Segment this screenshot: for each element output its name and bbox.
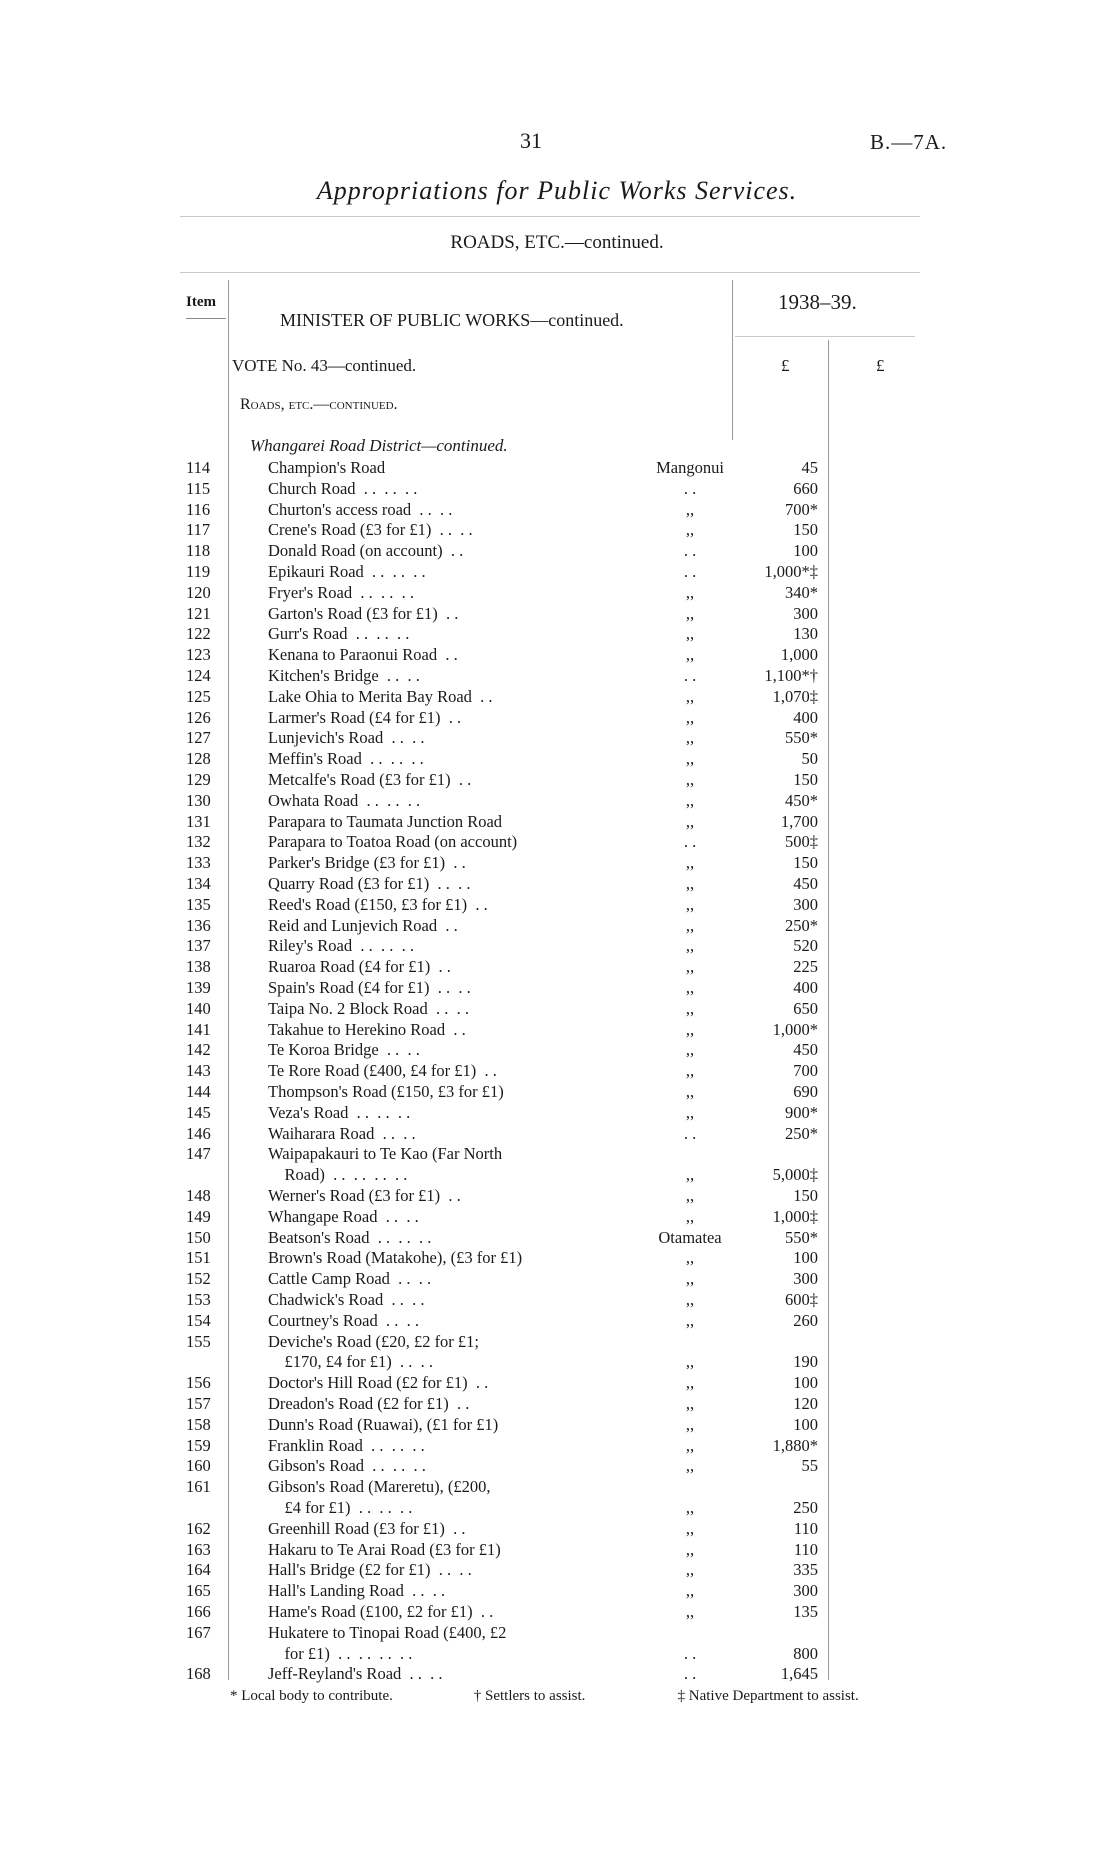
county-name: . .	[683, 1123, 697, 1143]
county-name: ,,	[685, 686, 695, 706]
county-name: ,,	[685, 603, 695, 623]
road-name: Gibson's Road (Mareretu), (£200,	[268, 1477, 491, 1497]
county-name: . .	[683, 832, 697, 852]
county-name: ,,	[685, 1518, 695, 1538]
road-name: Thompson's Road (£150, £3 for £1)	[268, 1082, 504, 1101]
county-name: ,,	[685, 770, 695, 789]
item-number: 141	[186, 1019, 211, 1039]
road-name: Donald Road (on account) . .	[268, 541, 464, 561]
item-number: 164	[186, 1560, 211, 1580]
road-name: Hakaru to Te Arai Road (£3 for £1)	[268, 1539, 501, 1559]
road-name: Hall's Bridge (£2 for £1) . . . .	[268, 1560, 472, 1580]
county-name: ,,	[685, 1373, 695, 1393]
amount-value: 225	[793, 957, 818, 977]
amount-value: 100	[793, 1414, 818, 1434]
amount-value: 250	[793, 1498, 818, 1517]
minister-heading: MINISTER OF PUBLIC WORKS—continued.	[280, 310, 624, 330]
item-header-dash	[186, 318, 226, 319]
amount-value: 1,700	[780, 811, 818, 831]
county-name: ,,	[685, 790, 695, 810]
column-divider-left	[228, 280, 229, 1680]
road-name: Parapara to Toatoa Road (on account)	[268, 832, 518, 852]
item-number: 123	[186, 645, 211, 665]
road-name: for £1) . . . . . . . .	[268, 1643, 413, 1663]
county-name: ,,	[685, 1456, 695, 1476]
item-number: 121	[186, 603, 211, 623]
page-title: Appropriations for Public Works Services.	[316, 176, 798, 205]
item-column-header: Item	[186, 294, 216, 310]
item-number: 129	[186, 770, 211, 789]
road-name: Larmer's Road (£4 for £1) . .	[268, 707, 462, 727]
section-title: ROADS, ETC.—continued.	[450, 232, 664, 253]
amount-value: 1,645	[780, 1664, 818, 1684]
item-number: 140	[186, 998, 211, 1018]
county-name: ,,	[685, 1560, 695, 1580]
item-number: 159	[186, 1435, 211, 1455]
section-rule	[180, 272, 920, 273]
amount-value: 5,000‡	[772, 1165, 818, 1185]
road-name: Whangape Road . . . .	[268, 1206, 419, 1226]
road-name: Metcalfe's Road (£3 for £1) . .	[268, 770, 472, 789]
amount-value: 660	[793, 478, 818, 498]
item-number: 122	[186, 624, 211, 644]
road-name: Hall's Landing Road . . . .	[268, 1581, 446, 1601]
county-name: ,,	[685, 1248, 695, 1268]
item-number: 131	[186, 811, 211, 831]
county-name: ,,	[685, 915, 695, 935]
county-name: . .	[683, 478, 697, 498]
county-name: ,,	[685, 1435, 695, 1455]
county-name: ,,	[685, 1310, 695, 1330]
county-name: ,,	[685, 624, 695, 644]
amount-value: 335	[793, 1560, 818, 1580]
county-name: ,,	[685, 1082, 695, 1101]
amount-value: 400	[793, 978, 818, 997]
amount-value: 1,000‡	[772, 1206, 818, 1226]
road-name: Waipapakauri to Te Kao (Far North	[268, 1144, 503, 1164]
amount-value: 450*	[785, 790, 818, 810]
amount-value: 300	[793, 1269, 818, 1289]
item-number: 116	[186, 499, 211, 519]
amount-value: 150	[793, 853, 818, 873]
item-number: 157	[186, 1394, 211, 1413]
road-name: Parker's Bridge (£3 for £1) . .	[268, 853, 466, 873]
road-name: Deviche's Road (£20, £2 for £1;	[268, 1331, 480, 1351]
item-number: 151	[186, 1248, 211, 1268]
item-number: 148	[186, 1186, 211, 1205]
county-name: ,,	[685, 1581, 695, 1601]
item-number: 147	[186, 1144, 211, 1164]
amount-value: 1,000	[780, 645, 818, 665]
road-name: £4 for £1) . . . . . .	[268, 1498, 413, 1517]
amount-value: 100	[793, 541, 818, 561]
column-divider-amount	[828, 340, 829, 1680]
road-name: Doctor's Hill Road (£2 for £1) . .	[268, 1373, 489, 1393]
road-name: Gibson's Road . . . . . .	[268, 1456, 426, 1476]
road-name: Lake Ohia to Merita Bay Road . .	[268, 686, 493, 706]
county-name: ,,	[685, 978, 695, 997]
road-name: Epikauri Road . . . . . .	[268, 562, 426, 581]
amount-value: 340*	[785, 582, 818, 602]
road-name: Werner's Road (£3 for £1) . .	[268, 1186, 461, 1205]
column-divider-year	[732, 280, 733, 440]
amount-value: 100	[793, 1373, 818, 1393]
road-name: Dreadon's Road (£2 for £1) . .	[268, 1394, 470, 1413]
amount-value: 550*	[785, 728, 818, 748]
county-name: ,,	[685, 645, 695, 665]
road-name: Greenhill Road (£3 for £1) . .	[268, 1518, 466, 1538]
page-number: 31	[520, 128, 542, 153]
amount-value: 300	[793, 1581, 818, 1601]
road-name: Kitchen's Bridge . . . .	[268, 666, 420, 685]
road-name: Road) . . . . . . . .	[268, 1165, 408, 1185]
amount-value: 300	[793, 603, 818, 623]
road-name: Reed's Road (£150, £3 for £1) . .	[268, 894, 488, 914]
road-name: Beatson's Road . . . . . .	[268, 1227, 432, 1247]
item-number: 124	[186, 666, 211, 685]
road-name: Courtney's Road . . . .	[268, 1310, 420, 1330]
county-name: ,,	[685, 1414, 695, 1434]
item-number: 138	[186, 957, 211, 977]
item-number: 162	[186, 1518, 211, 1538]
item-number: 128	[186, 749, 211, 769]
amount-value: 1,100*†	[764, 666, 818, 685]
item-number: 137	[186, 936, 211, 956]
item-number: 119	[186, 562, 211, 581]
county-name: ,,	[685, 1040, 695, 1060]
amount-value: 50	[801, 749, 818, 769]
county-name: ,,	[685, 1165, 695, 1185]
item-number: 155	[186, 1331, 211, 1351]
item-number: 143	[186, 1061, 211, 1081]
item-number: 142	[186, 1040, 211, 1060]
county-name: ,,	[685, 499, 695, 519]
amount-value: 260	[793, 1310, 818, 1330]
road-name: Jeff-Reyland's Road . . . .	[268, 1664, 443, 1684]
road-name: Kenana to Paraonui Road . .	[268, 645, 458, 665]
amount-value: 45	[801, 458, 818, 477]
amount-value: 800	[793, 1643, 818, 1663]
page-reference: B.—7A.	[870, 130, 948, 154]
road-name: Dunn's Road (Ruawai), (£1 for £1)	[268, 1414, 499, 1434]
road-name: Riley's Road . . . . . .	[268, 936, 414, 956]
title-rule	[180, 216, 920, 217]
county-name: ,,	[685, 749, 695, 769]
road-name: £170, £4 for £1) . . . .	[268, 1352, 433, 1372]
item-number: 135	[186, 894, 211, 914]
road-name: Hame's Road (£100, £2 for £1) . .	[268, 1602, 494, 1621]
county-name: ,,	[685, 1539, 695, 1559]
amount-value: 450	[793, 1040, 818, 1060]
county-name: ,,	[685, 1290, 695, 1309]
county-name: ,,	[685, 1602, 695, 1621]
amount-value: 700	[793, 1061, 818, 1081]
county-name: . .	[683, 666, 697, 685]
amount-value: 110	[793, 1518, 818, 1538]
road-name: Brown's Road (Matakohe), (£3 for £1)	[268, 1248, 523, 1268]
amount-value: 190	[793, 1352, 818, 1372]
county-name: ,,	[685, 1102, 695, 1122]
footnotes	[230, 1688, 930, 1705]
item-number: 149	[186, 1206, 211, 1226]
county-name: ,,	[685, 1206, 695, 1226]
item-number: 168	[186, 1664, 211, 1684]
county-name: ,,	[685, 1269, 695, 1289]
item-number: 118	[186, 541, 211, 561]
item-number: 115	[186, 478, 211, 498]
road-name: Taipa No. 2 Block Road . . . .	[268, 998, 469, 1018]
road-name: Meffin's Road . . . . . .	[268, 749, 424, 769]
road-name: Parapara to Taumata Junction Road	[268, 811, 503, 831]
county-name: ,,	[685, 1352, 695, 1372]
county-name: Otamatea	[658, 1227, 722, 1247]
item-number: 163	[186, 1539, 211, 1559]
county-name: Mangonui	[656, 458, 724, 477]
item-number: 165	[186, 1581, 211, 1601]
amount-value: 1,880*	[772, 1435, 818, 1455]
item-number: 153	[186, 1290, 211, 1309]
footnote-settlers: † Settlers to assist.	[473, 1688, 586, 1704]
amount-value: 400	[793, 707, 818, 727]
item-number: 132	[186, 832, 211, 852]
road-name: Takahue to Herekino Road . .	[268, 1019, 466, 1039]
road-name: Quarry Road (£3 for £1) . . . .	[268, 874, 471, 893]
county-name: . .	[683, 562, 697, 581]
item-number: 144	[186, 1082, 211, 1101]
item-number: 130	[186, 790, 211, 810]
item-number: 146	[186, 1123, 211, 1143]
item-number: 150	[186, 1227, 211, 1247]
county-name: ,,	[685, 728, 695, 748]
road-name: Fryer's Road . . . . . .	[268, 582, 414, 602]
roads-subheading: Roads, etc.—continued.	[240, 396, 398, 413]
amount-value: 1,000*‡	[764, 562, 818, 581]
item-number: 156	[186, 1373, 211, 1393]
footnote-native: ‡ Native Department to assist.	[677, 1688, 859, 1704]
county-name: ,,	[685, 874, 695, 893]
pound-column-2: £	[876, 356, 885, 375]
item-number: 127	[186, 728, 211, 748]
county-name: ,,	[685, 582, 695, 602]
county-name: ,,	[685, 936, 695, 956]
amount-value: 700*	[785, 499, 818, 519]
amount-value: 650	[793, 998, 818, 1018]
county-name: ,,	[685, 853, 695, 873]
year-heading: 1938–39.	[778, 290, 857, 314]
pound-column-1: £	[781, 356, 790, 375]
amount-value: 130	[793, 624, 818, 644]
road-name: Lunjevich's Road . . . .	[268, 728, 425, 748]
county-name: ,,	[685, 1498, 695, 1517]
amount-value: 150	[793, 770, 818, 789]
amount-value: 1,000*	[772, 1019, 818, 1039]
amount-value: 250*	[785, 1123, 818, 1143]
item-number: 114	[186, 458, 211, 477]
road-name: Spain's Road (£4 for £1) . . . .	[268, 978, 471, 997]
road-name: Churton's access road . . . .	[268, 499, 453, 519]
county-name: ,,	[685, 1394, 695, 1413]
amount-value: 120	[793, 1394, 818, 1413]
county-name: . .	[683, 1643, 697, 1663]
item-number: 145	[186, 1102, 211, 1122]
amount-value: 1,070‡	[772, 686, 818, 706]
county-name: ,,	[685, 707, 695, 727]
item-number: 136	[186, 915, 211, 935]
road-name: Gurr's Road . . . . . .	[268, 624, 410, 644]
county-name: . .	[683, 541, 697, 561]
road-name: Garton's Road (£3 for £1) . .	[268, 603, 459, 623]
amount-value: 900*	[785, 1102, 818, 1122]
amount-value: 600‡	[785, 1290, 818, 1309]
road-name: Champion's Road	[268, 458, 386, 477]
item-number: 125	[186, 686, 211, 706]
amount-value: 110	[793, 1539, 818, 1559]
amount-value: 690	[793, 1082, 818, 1101]
road-name: Church Road . . . . . .	[268, 478, 418, 498]
item-number: 139	[186, 978, 211, 997]
county-name: ,,	[685, 957, 695, 977]
amount-value: 520	[793, 936, 818, 956]
item-number: 152	[186, 1269, 211, 1289]
road-name: Te Rore Road (£400, £4 for £1) . .	[268, 1061, 497, 1081]
road-name: Te Koroa Bridge . . . .	[268, 1040, 420, 1060]
vote-heading: VOTE No. 43—continued.	[232, 356, 417, 375]
amount-value: 150	[793, 520, 818, 540]
item-number: 126	[186, 707, 211, 727]
amount-value: 450	[793, 874, 818, 893]
road-name: Owhata Road . . . . . .	[268, 790, 421, 810]
county-name: ,,	[685, 998, 695, 1018]
county-name: ,,	[685, 520, 695, 540]
amount-value: 100	[793, 1248, 818, 1268]
item-number: 134	[186, 874, 211, 893]
footnote-local-body: * Local body to contribute.	[230, 1688, 393, 1704]
amount-value: 500‡	[785, 832, 818, 852]
county-name: ,,	[685, 1186, 695, 1205]
item-number: 158	[186, 1414, 211, 1434]
item-number: 133	[186, 853, 211, 873]
year-rule	[735, 336, 915, 337]
road-name: Cattle Camp Road . . . .	[268, 1269, 432, 1289]
road-name: Waiharara Road . . . .	[268, 1123, 416, 1143]
road-name: Chadwick's Road . . . .	[268, 1290, 425, 1309]
county-name: . .	[683, 1664, 697, 1684]
item-number: 166	[186, 1602, 211, 1621]
item-number: 120	[186, 582, 211, 602]
county-name: ,,	[685, 811, 695, 831]
amount-value: 550*	[785, 1227, 818, 1247]
county-name: ,,	[685, 1019, 695, 1039]
item-number: 167	[186, 1622, 211, 1642]
road-name: Veza's Road . . . . . .	[268, 1102, 411, 1122]
county-name: ,,	[685, 894, 695, 914]
road-name: Crene's Road (£3 for £1) . . . .	[268, 520, 473, 540]
road-name: Reid and Lunjevich Road . .	[268, 915, 458, 935]
item-number: 161	[186, 1477, 211, 1497]
county-name: ,,	[685, 1061, 695, 1081]
item-number: 154	[186, 1310, 211, 1330]
road-name: Hukatere to Tinopai Road (£400, £2	[268, 1622, 507, 1642]
road-name: Ruaroa Road (£4 for £1) . .	[268, 957, 451, 977]
amount-value: 55	[801, 1456, 818, 1476]
item-number: 160	[186, 1456, 211, 1476]
amount-value: 135	[793, 1602, 818, 1621]
item-number: 117	[186, 520, 211, 540]
amount-value: 300	[793, 894, 818, 914]
road-name: Franklin Road . . . . . .	[268, 1435, 425, 1455]
amount-value: 250*	[785, 915, 818, 935]
amount-value: 150	[793, 1186, 818, 1205]
district-heading: Whangarei Road District—continued.	[250, 436, 508, 455]
